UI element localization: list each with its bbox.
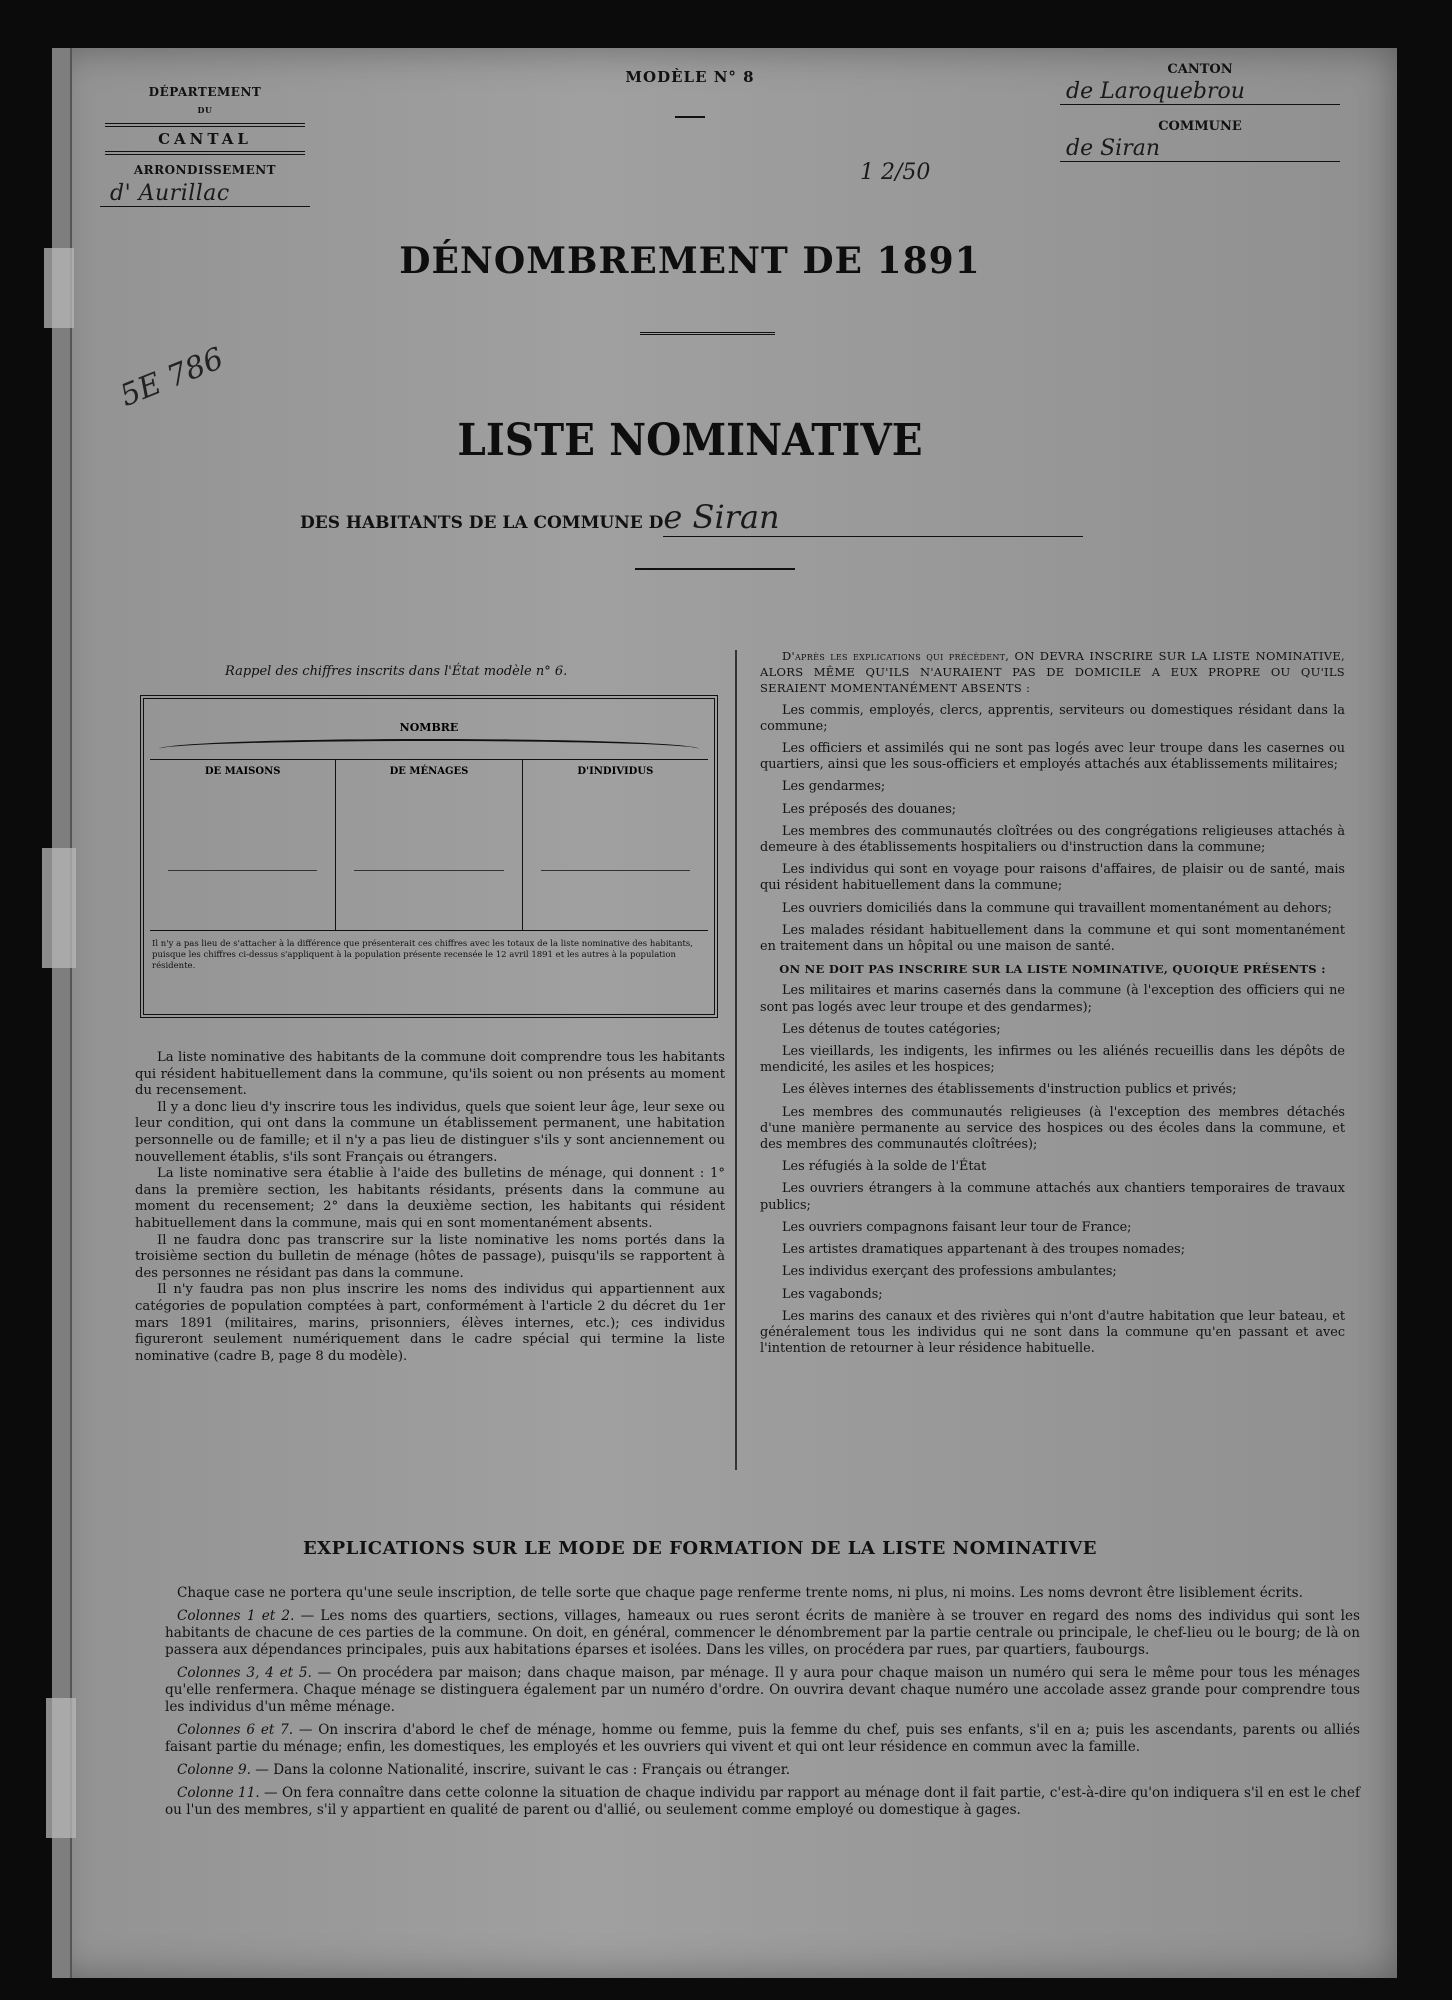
col-maisons-label: DE MAISONS [204,766,281,777]
left-paragraph: La liste nominative des habitants de la commune doit comprendre tous les habitants qui résident habituellement dans la commune, qu'ils soient ou non présents au moment du recensement. [135,1050,725,1099]
census-title: DÉNOMBREMENT DE 1891 [399,240,981,282]
list-item: Les individus qui sont en voyage pour raisons d'affaires, de plaisir ou de santé, mais qui résident habituellement dans la commune; [760,862,1345,894]
archive-reference: 5E 786 [115,341,229,414]
list-item: Les détenus de toutes catégories; [782,1021,1001,1037]
list-item: Les ouvriers compagnons faisant leur tour de France; [782,1219,1132,1235]
header-left [80,85,330,207]
subtitle-prefix: DES HABITANTS DE LA COMMUNE D [300,513,664,533]
du-label: DU [197,105,213,115]
commune-name: de Siran [1066,136,1161,161]
column-text: — On inscrira d'abord le chef de ménage, homme ou femme, puis la femme du chef, puis ses enfants, s'il en a; puis les ascendants, parents ou alliés faisant partie du ménage; enfin, les domestiques, les employés et les ouvriers qui vivent et qui ont leur résidence en commun avec la famille. [165,1722,1360,1755]
list-item: Les officiers et assimilés qui ne sont pas logés avec leur troupe dans les casernes ou quartiers, ainsi que les sous-officiers et employés attachés aux établissements militaires; [760,741,1345,773]
explications-intro: Chaque case ne portera qu'une seule inscription, de telle sorte que chaque page renferme trente noms, ni plus, ni moins. Les noms devront être lisiblement écrits. [177,1585,1303,1601]
left-paragraph: Il ne faudra donc pas transcrire sur la liste nominative les noms portés dans la troisième section du bulletin de ménage (hôtes de passage), puisqu'ils se rapportent à des personnes ne résidant pas dans la commune. [135,1232,725,1281]
brace-arc [159,739,699,759]
list-exclude [760,983,1345,1357]
left-paragraph: Il y a donc lieu d'y inscrire tous les individus, quels que soient leur âge, leur sexe ou leur condition, qui ont dans la commune un établissement permanent, une habitation personnelle ou de famille; et il n'y a pas lieu de distinguer s'ils y sont anciennement ou nouvellement établis, s'ils sont Français ou étrangers. [135,1099,725,1165]
subtitle [300,498,1160,537]
canton-label: CANTON [1167,62,1233,77]
explications-title: EXPLICATIONS SUR LE MODE DE FORMATION DE LA LISTE NOMINATIVE [302,1538,1098,1559]
list-item: Les vieillards, les indigents, les infirmes ou les aliénés recueillis dans les dépôts de mendicité, les asiles et les hospices; [760,1044,1345,1076]
list-item: Les artistes dramatiques appartenant à des troupes nomades; [782,1242,1186,1258]
list-item: Les élèves internes des établissements d'instruction publics et privés; [782,1082,1237,1098]
column-text: — On fera connaître dans cette colonne la situation de chaque individu par rapport au ménage dont il fait partie, c'est-à-dire qu'on indiquera s'il en est le chef ou l'un des membres, s'il y appartient en qualité de parent ou d'allié, ou seulement comme employé ou domestique à gages. [165,1785,1360,1818]
column-text: — Dans la colonne Nationalité, inscrire, suivant le cas : Français ou étranger. [250,1762,791,1778]
column-key: Colonne 11. [177,1785,260,1801]
modele-header [560,68,820,118]
list-item: Les gendarmes; [782,779,886,795]
subtitle-rule [635,568,795,570]
left-paragraph: Il n'y faudra pas non plus inscrire les noms des individus qui appartiennent aux catégories de population comptées à part, conformément à l'article 2 du décret du 1er mars 1891 (militaires, marins, prisonniers, élèves internes, etc.); ces individus figureront seulement numériquement dans le cadre spécial qui termine la liste nominative (cadre B, page 8 du modèle). [135,1282,725,1364]
box-note: Il n'y a pas lieu de s'attacher à la différence que présenterait ces chiffres avec les totaux de la liste nominative des habitants, puisque les chiffres ci-dessus s'appliquent à la population présente recensée le 12 avril 1891 et les autres à la population résidente. [152,939,693,971]
list-item: Les commis, employés, clercs, apprentis, serviteurs ou domestiques résidant dans la commune; [760,702,1345,734]
list-item: Les membres des communautés cloîtrées ou des congrégations religieuses attachés à demeure à des établissements hospitaliers ou d'instruction dans la commune; [760,823,1345,856]
col-individus-label: D'INDIVIDUS [577,766,654,777]
list-item: Les préposés des douanes; [782,801,957,817]
explication-item [165,1608,1360,1659]
handwritten-note: 1 2/50 [860,160,931,185]
tape-scrap [42,848,76,968]
tape-scrap [46,1698,76,1838]
figures-box [140,695,718,1018]
list-item: Les individus exerçant des professions ambulantes; [782,1264,1117,1280]
list-item: Les vagabonds; [782,1286,883,1302]
commune-label: COMMUNE [1158,119,1242,134]
list-item: Les ouvriers domiciliés dans la commune qui travaillent momentanément au dehors; [782,900,1332,916]
rappel-caption: Rappel des chiffres inscrits dans l'État modèle n° 6. [225,664,568,679]
list-include [760,703,1345,956]
arrondissement-label: ARRONDISSEMENT [133,163,277,177]
main-title: LISTE NOMINATIVE [457,415,923,466]
column-key: Colonnes 3, 4 et 5. [177,1665,312,1681]
ornament-rule [640,332,775,335]
modele-number: MODÈLE N° 8 [625,68,755,86]
left-paragraph: La liste nominative sera établie à l'aide des bulletins de ménage, qui donnent : 1° dans la première section, les habitants résidants, présents dans la commune au moment du recensement; 2° dans la deuxième section, les habitants qui résident habituellement dans la commune, mais qui en sont momentanément absents. [135,1166,725,1231]
binding-spine [52,48,72,1978]
right-intro: D'après les explications qui précèdent, ON DEVRA INSCRIRE SUR LA LISTE NOMINATIVE, ALORS MÊME QU'ILS N'AURAIENT PAS DE DOMICILE A EUX PROPRE OU QU'ILS SERAIENT MOMENTANÉMENT ABSENTS : [760,649,1345,696]
column-text: — Les noms des quartiers, sections, villages, hameaux ou rues seront écrits de manière à se trouver en regard des noms des individus qui sont les habitants de chacune de ces parties de la commune. On doit, en général, commencer le dénombrement par la partie centrale ou principale, le chef-lieu ou le bourg; de là on passera aux dépendances principales, puis aux habitations éparses et isolées. Dans les villes, on procédera par rues, par quartiers, faubourgs. [165,1608,1360,1658]
dash-rule [675,116,705,118]
list-item: Les membres des communautés religieuses (à l'exception des membres détachés d'une manière permanente au service des hospices ou des écoles dans la commune, et des membres des communautés cloîtrées); [760,1104,1345,1153]
column-key: Colonne 9. [177,1762,251,1778]
col-menages [336,760,522,930]
explications-items [165,1608,1360,1819]
col-menages-label: DE MÉNAGES [389,766,469,777]
list-item: Les réfugiés à la solde de l'État [782,1159,987,1175]
list-item: Les militaires et marins casernés dans la commune (à l'exception des officiers qui ne sont pas logés avec leur troupe et des gendarmes); [760,983,1345,1015]
list-item: Les marins des canaux et des rivières qui n'ont d'autre habitation que leur bateau, et généralement tous les individus qui ne sont dans la commune qu'en passant et avec l'intention de retourner à leur résidence habituelle. [760,1308,1345,1357]
explication-item [165,1762,1360,1779]
departement-label: DÉPARTEMENT [148,85,262,99]
header-right [1060,62,1340,176]
departement-name: CANTAL [105,123,305,155]
column-key: Colonnes 1 et 2. [177,1608,295,1624]
right-text [760,648,1345,1363]
arrondissement-name: d' Aurillac [110,181,230,206]
column-divider [735,650,737,1470]
list-item: Les ouvriers étrangers à la commune attachés aux chantiers temporaires de travaux publics; [760,1181,1345,1213]
left-text [135,1050,725,1365]
figures-columns [150,759,708,931]
col-maisons [150,760,336,930]
col-individus [523,760,708,930]
nombre-label: NOMBRE [399,721,459,734]
explication-item [165,1722,1360,1756]
subtitle-commune: e Siran [663,498,780,536]
canton-name: de Laroquebrou [1066,79,1245,104]
column-key: Colonnes 6 et 7. [177,1722,294,1738]
right-heading-exclude: ON NE DOIT PAS INSCRIRE SUR LA LISTE NOMINATIVE, QUOIQUE PRÉSENTS : [779,962,1326,977]
explication-item [165,1785,1360,1819]
list-item: Les malades résidant habituellement dans la commune et qui sont momentanément en traitement dans un hôpital ou une maison de santé. [760,922,1345,955]
explications-text [165,1585,1360,1825]
explication-item [165,1665,1360,1716]
tape-scrap [44,248,74,328]
column-text: — On procédera par maison; dans chaque maison, par ménage. Il y aura pour chaque maison un numéro qui sera le même pour tous les ménages qu'elle renfermera. Chaque ménage se distinguera également par un numéro d'ordre. On ouvrira devant chaque numéro une accolade assez grande pour comprendre tous les individus d'un même ménage. [165,1665,1360,1715]
